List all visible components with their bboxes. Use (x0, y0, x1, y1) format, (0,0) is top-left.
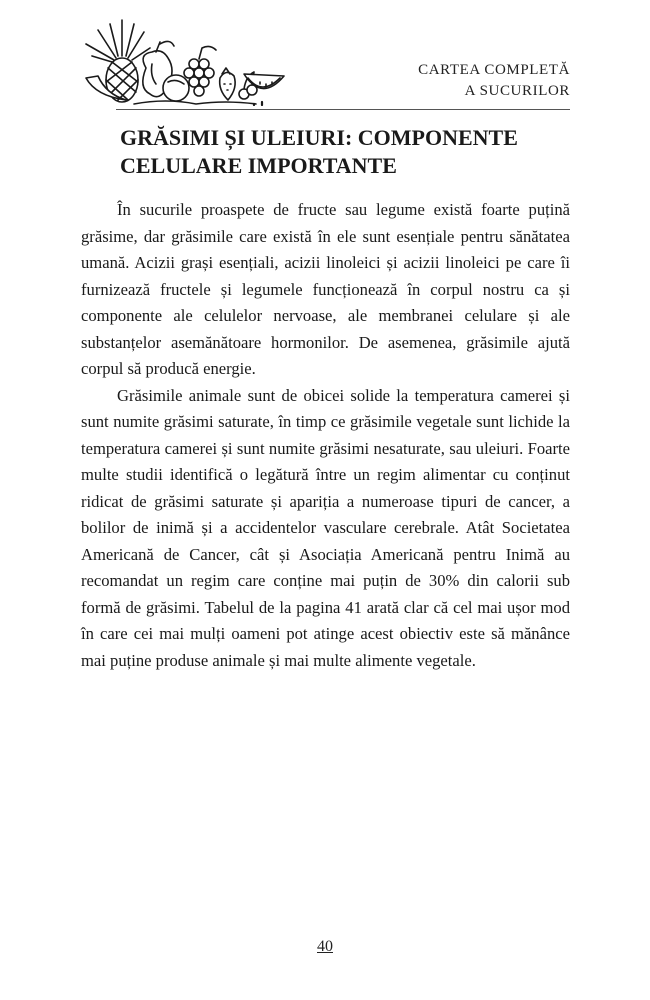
paragraph: În sucurile proaspete de fructe sau legume există foarte puțină grăsime, dar grăsimile care există în ele sunt esențiale pentru sănătatea umană. Acizii grași esențiali, acizii linoleici și acizii linoleici pe care îi furnizează fructele și legumele funcționează în corpul nostru ca și componente ale celulelor nervoase, ale membranei celulare și ale substanțelor asemănătoare hormonilor. De asemenea, grăsimile ajută corpul să producă energie. (81, 200, 570, 378)
header-title-line-1: CARTEA COMPLETĂ (418, 62, 570, 78)
section-title-line-1: GRĂSIMI ȘI ULEIURI: COMPONENTE (120, 125, 518, 150)
header-title-line-2: A SUCURILOR (464, 83, 570, 99)
header-divider (116, 109, 570, 110)
fruit-basket-icon (76, 18, 286, 106)
paragraph: Grăsimile animale sunt de obicei solide la temperatura camerei și sunt numite grăsimi saturate, în timp ce grăsimile vegetale sunt lichide la temperatura camerei și sunt numite grăsimi nesaturate, sau uleiuri. Foarte multe studii identifică o legătură între un regim alimentar cu conținut ridicat de grăsimi saturate și apariția a numeroase tipuri de cancer, a bolilor de inimă și a accidentelor vasculare cerebrale. Atât Societatea Americană de Cancer, cât și Asociația Americană pentru Inimă au recomandat un regim care conține mai puțin de 30% din calorii sub formă de grăsimi. Tabelul de la pagina 41 arată clar că cel mai ușor mod în care cei mai mulți oameni pot atinge acest obiectiv este să mănânce mai puține produse animale și mai multe alimente vegetale. (81, 385, 570, 670)
body-text (81, 197, 570, 674)
section-title (120, 124, 540, 180)
running-header (418, 60, 570, 102)
page-number: 40 (317, 938, 333, 955)
section-title-line-2: CELULARE IMPORTANTE (120, 153, 397, 178)
